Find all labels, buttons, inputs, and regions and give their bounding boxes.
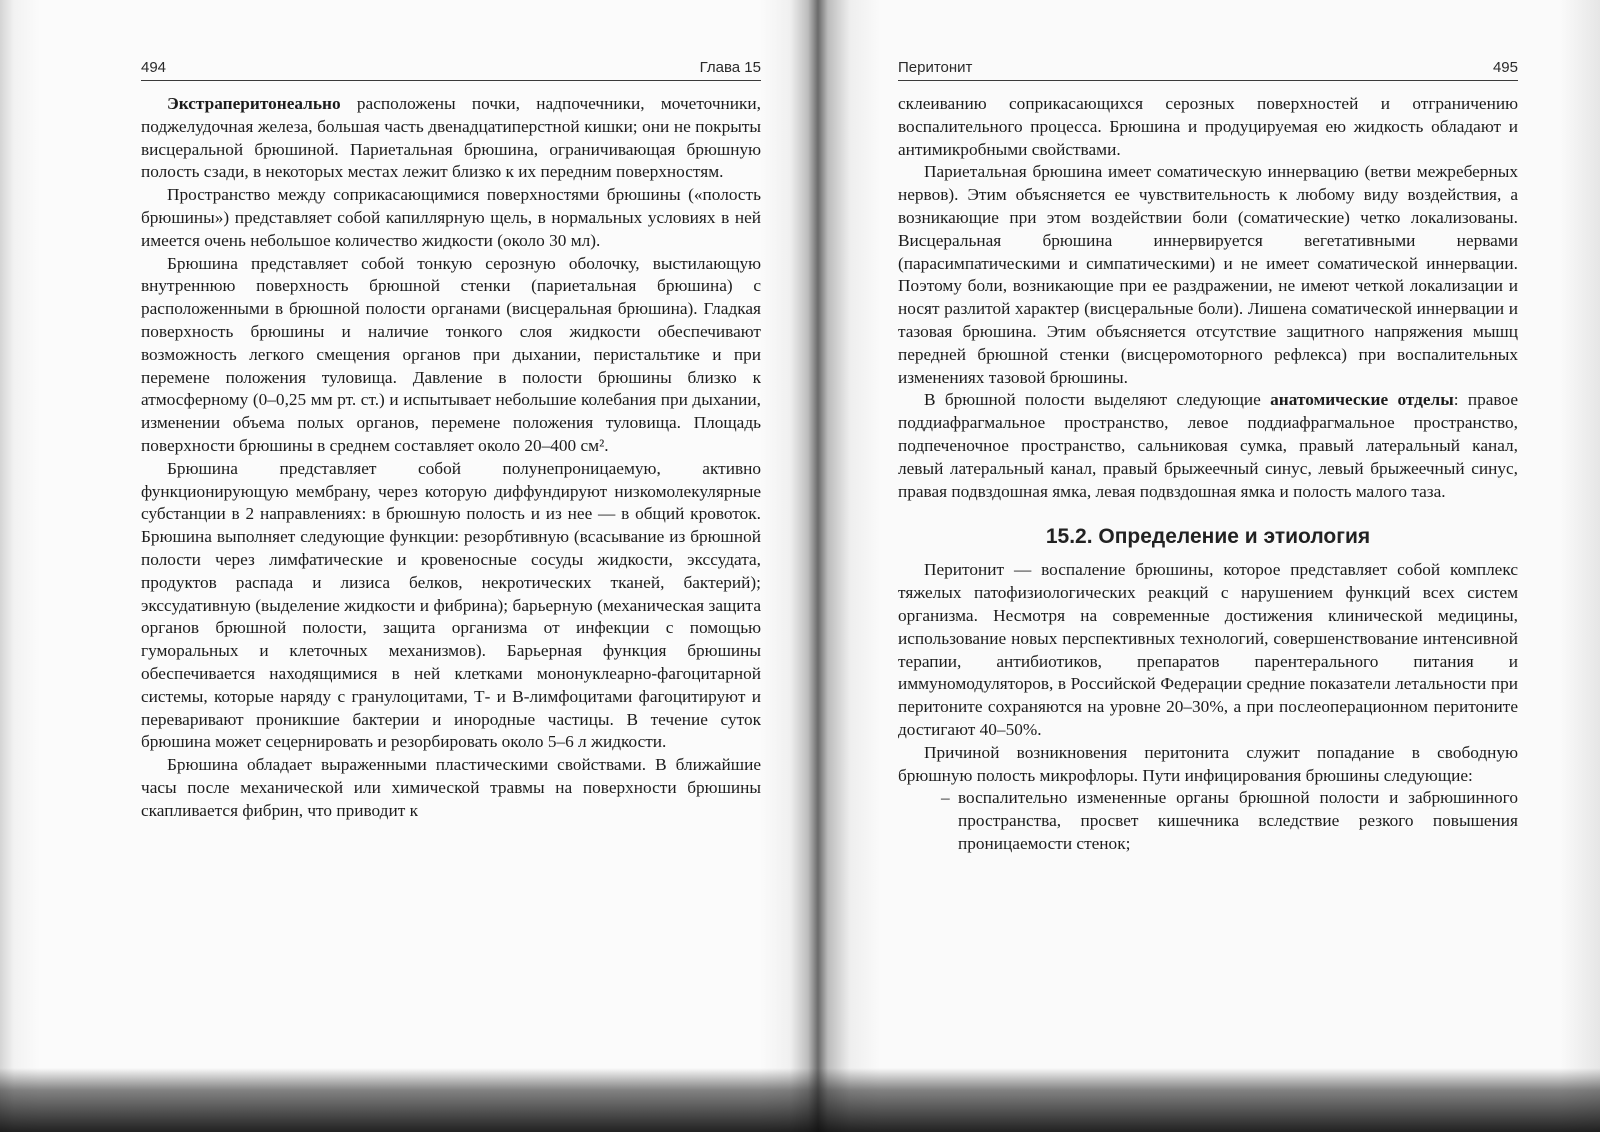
paragraph — [898, 389, 1518, 503]
list-item — [941, 787, 1518, 855]
bold-term: анатомические отделы — [1270, 390, 1454, 410]
paragraph: Париетальная брюшина имеет соматическую иннервацию (ветви межреберных нервов). Этим объясняется ее чувствительность к любому виду воздействия, а возникающие при этом воздействии боли (соматические) четко локализованы. Висцеральная брюшина иннервируется вегетативными нервами (парасимпатическими и симпатическими) и не имеет соматической иннервации. Поэтому боли, возникающие при ее раздражении, не имеют четкой локализации и носят разлитой характер (висцеральные боли). Лишена соматической иннервации и тазовая брюшина. Этим объясняется отсутствие защитного напряжения мышц передней брюшной стенки (висцеромоторного рефлекса) при воспалительных изменениях тазовой брюшины. — [898, 162, 1518, 387]
paragraph: Брюшина представляет собой полунепроницаемую, активно функционирующую мембрану, через которую диффундируют низкомолекулярные субстанции в 2 направлениях: в брюшную полость и из нее — в общий кровоток. Брюшина выполняет следующие функции: резорбтивную (всасывание из брюшной полости через лимфатические и кровеносные сосуды жидкости, экссудата, продуктов распада и лизиса белков, некротических тканей, бактерий); экссудативную (выделение жидкости и фибрина); барьерную (механическая защита органов брюшной полости, защита организма от инфекции с помощью гуморальных и клеточных механизмов). Барьерная функция брюшины обеспечивается находящимися в ней клетками мононуклеарно-фагоцитарной системы, которые наряду с гранулоцитами, Т- и В-лимфоцитами фагоцитируют и переваривают проникшие бактерии и инородные частицы. В течение суток брюшина может сецернировать и резорбировать около 5–6 л жидкости. — [141, 458, 761, 752]
paragraph: Брюшина представляет собой тонкую серозную оболочку, выстилающую внутреннюю поверхность брюшной стенки (париетальная брюшина) с расположенными в брюшной полости органами (висцеральная брюшина). Гладкая поверхность брюшины и наличие тонкого слоя жидкости обеспечивают возможность легкого смещения органов при дыхании, перистальтике и при перемене положения туловища. Давление в полости брюшины близко к атмосферному (0–0,25 мм рт. ст.) и испытывает небольшие колебания при дыхании, изменении объема полых органов, перемене положения туловища. Площадь поверхности брюшины в среднем составляет около 20–400 см². — [141, 253, 761, 455]
scan-bottom-shadow — [0, 1068, 1600, 1132]
paragraph: Пространство между соприкасающимися поверхностями брюшины («полость брюшины») представляет собой капиллярную щель, в нормальных условиях в ней имеется очень небольшое количество жидкости (около 30 мл). — [141, 185, 761, 250]
page-number-left: 494 — [141, 59, 167, 76]
paragraph: склеиванию соприкасающихся серозных поверхностей и отграничению воспалительного процесса. Брюшина и продуцируемая ею жидкость обладают и антимикробными свойствами. — [898, 94, 1518, 159]
left-page — [141, 56, 761, 823]
list-item-text: воспалительно измененные органы брюшной полости и забрюшинного пространства, просвет кишечника вследствие резкого повышения проницаемости стенок; — [958, 788, 1518, 853]
right-page-body — [898, 93, 1518, 856]
paragraph: Брюшина обладает выраженными пластическими свойствами. В ближайшие часы после механической или химической травмы на поверхности брюшины скапливается фибрин, что приводит к — [141, 755, 761, 820]
section-heading: 15.2. Определение и этиология — [1045, 525, 1371, 549]
paragraph-text: : правое поддиафрагмальное пространство, левое поддиафрагмальное пространство, подпеченочное пространство, сальниковая сумка, правый латеральный канал, левый латеральный канал, правый брыжеечный синус, левый брыжеечный синус, правая подвздошная ямка, левая подвздошная ямка и полость малого таза. — [898, 390, 1518, 501]
left-page-body — [141, 93, 761, 823]
list-dash: – — [941, 788, 950, 808]
paragraph: Перитонит — воспаление брюшины, которое представляет собой комплекс тяжелых патофизиологических реакций с нарушением функций всех систем организма. Несмотря на современные достижения клинической медицины, использование новых перспективных технологий, совершенствование интенсивной терапии, антибиотиков, препаратов парентерального питания и иммуномодуляторов, в Российской Федерации средние показатели летальности при перитоните сохраняются на уровне 20–30%, а при послеоперационном перитоните достигают 40–50%. — [898, 560, 1518, 739]
bold-term: Экстраперитонеально — [167, 94, 341, 113]
running-head-left: Глава 15 — [699, 59, 761, 76]
running-head-right: Перитонит — [898, 59, 973, 76]
right-page-header — [898, 56, 1518, 81]
paragraph-lead: В брюшной полости выделяют следующие — [924, 390, 1271, 410]
paragraph-text: расположены почки, надпочечники, мочеточники, поджелудочная железа, большая часть двенадцатиперстной кишки; они не покрыты висцеральной брюшиной. Париетальная брюшина, ограничивающая брюшную полость сзади, в некоторых местах лежит близко к их передним поверхностям. — [141, 94, 761, 182]
page-number-right: 495 — [1492, 59, 1518, 76]
paragraph — [141, 93, 761, 184]
paragraph: Причиной возникновения перитонита служит попадание в свободную брюшную полость микрофлоры. Пути инфицирования брюшины следующие: — [898, 742, 1518, 785]
right-page — [898, 56, 1518, 856]
left-page-header — [141, 56, 761, 81]
